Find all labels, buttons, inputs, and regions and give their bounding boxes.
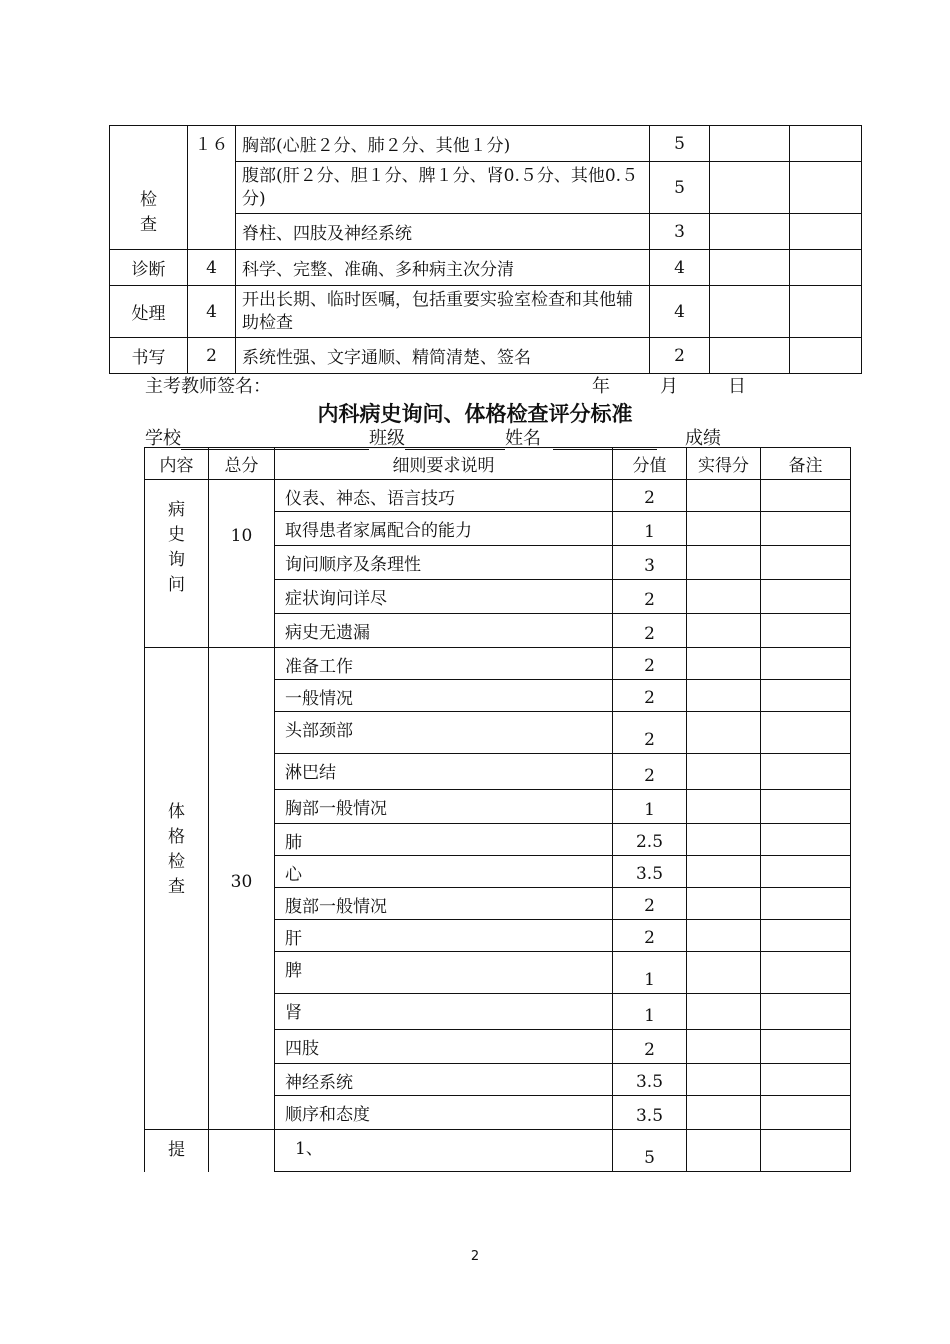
detail-cell (275, 952, 613, 994)
actual-score-cell (687, 546, 761, 580)
remark-cell (761, 824, 851, 856)
remark-cell (761, 920, 851, 952)
header-actual-score-label: 实得分 (698, 456, 749, 476)
remark-cell (761, 754, 851, 790)
category-label: 体格检查 (168, 802, 185, 897)
total-value: １６ (194, 135, 229, 155)
item-text: 开出长期、临时医嘱，包括重要实验室检查和其他辅助检查 (242, 289, 633, 333)
actual-score-cell (710, 250, 790, 286)
total-value: 4 (206, 257, 217, 278)
score-cell (650, 286, 710, 338)
score-cell (613, 856, 687, 888)
score-cell (650, 214, 710, 250)
detail-cell (275, 1030, 613, 1064)
score-value: 5 (644, 1148, 655, 1168)
table-header-row (145, 448, 851, 480)
item-cell (236, 338, 650, 374)
total-cell (188, 286, 236, 338)
detail-cell (275, 648, 613, 680)
detail-text: 肺 (285, 833, 302, 853)
score-cell (613, 790, 687, 824)
detail-text: 肾 (285, 1003, 302, 1023)
category-cell (145, 648, 209, 1130)
score-cell (613, 512, 687, 546)
score-cell (613, 952, 687, 994)
detail-cell (275, 994, 613, 1030)
score-value: 4 (674, 301, 685, 322)
remark-cell (761, 952, 851, 994)
category-cell (110, 338, 188, 374)
score-value: 2 (644, 928, 655, 948)
category-label: 提 (168, 1140, 185, 1161)
name-label: 姓名 (505, 428, 541, 449)
actual-score-cell (687, 754, 761, 790)
page-title: 内科病史询问、体格检查评分标准 (317, 402, 633, 426)
total-value: 2 (206, 345, 217, 366)
item-cell (236, 250, 650, 286)
total-cell (209, 1130, 275, 1172)
actual-score-cell (687, 648, 761, 680)
actual-score-cell (687, 1130, 761, 1172)
actual-score-cell (687, 994, 761, 1030)
detail-cell (275, 754, 613, 790)
score-value: 5 (674, 177, 685, 198)
header-score (613, 448, 687, 480)
score-value: 2 (644, 488, 655, 508)
score-cell (650, 250, 710, 286)
detail-text: 一般情况 (285, 689, 353, 709)
detail-cell (275, 712, 613, 754)
remark-cell (761, 790, 851, 824)
score-value: 2 (644, 1040, 655, 1060)
item-cell (236, 162, 650, 214)
detail-text: 淋巴结 (285, 763, 336, 783)
detail-text: 神经系统 (285, 1073, 353, 1093)
score-value: 1 (644, 800, 655, 820)
remark-cell (790, 126, 862, 162)
category-cell (110, 286, 188, 338)
score-cell (650, 126, 710, 162)
main-score-table (144, 447, 851, 1172)
actual-score-cell (710, 214, 790, 250)
category-label: 检查 (140, 189, 157, 235)
remark-cell (761, 1130, 851, 1172)
item-text: 腹部(肝２分、胆１分、脾１分、肾0.５分、其他0.５分) (242, 165, 639, 209)
actual-score-cell (687, 1064, 761, 1096)
remark-cell (761, 1064, 851, 1096)
actual-score-cell (687, 1030, 761, 1064)
actual-score-cell (687, 480, 761, 512)
score-cell (613, 1130, 687, 1172)
detail-text: 1、 (295, 1139, 323, 1159)
score-value: 3.5 (635, 1106, 664, 1126)
actual-score-cell (687, 580, 761, 614)
category-cell (145, 480, 209, 648)
remark-cell (790, 214, 862, 250)
detail-cell (275, 856, 613, 888)
score-cell (613, 1064, 687, 1096)
score-cell (613, 580, 687, 614)
actual-score-cell (687, 952, 761, 994)
header-detail (275, 448, 613, 480)
detail-cell (275, 546, 613, 580)
score-value: 2 (674, 345, 685, 366)
actual-score-cell (710, 162, 790, 214)
score-cell (613, 480, 687, 512)
total-cell (188, 250, 236, 286)
actual-score-cell (710, 338, 790, 374)
item-text: 系统性强、文字通顺、精简清楚、签名 (242, 348, 531, 368)
score-cell (613, 994, 687, 1030)
score-cell (613, 546, 687, 580)
actual-score-cell (687, 712, 761, 754)
detail-text: 头部颈部 (285, 721, 353, 741)
score-cell (613, 648, 687, 680)
item-cell (236, 126, 650, 162)
score-value: 2 (644, 656, 655, 676)
actual-score-cell (710, 286, 790, 338)
score-cell (650, 338, 710, 374)
score-value: 3.5 (635, 1072, 664, 1092)
detail-cell (275, 920, 613, 952)
actual-score-cell (687, 614, 761, 648)
header-content-label: 内容 (159, 456, 194, 476)
score-value: 2.5 (635, 832, 664, 852)
score-value: 1 (644, 1006, 655, 1026)
table-row (145, 648, 851, 680)
top-score-table (109, 125, 862, 374)
remark-cell (761, 512, 851, 546)
remark-cell (790, 250, 862, 286)
score-value: 1 (644, 970, 655, 990)
remark-cell (761, 888, 851, 920)
detail-cell (275, 1096, 613, 1130)
score-cell (613, 754, 687, 790)
detail-text: 症状询问详尽 (285, 589, 387, 609)
total-cell (188, 126, 236, 250)
score-value: 2 (644, 730, 655, 750)
remark-cell (761, 994, 851, 1030)
actual-score-cell (687, 680, 761, 712)
detail-cell (275, 824, 613, 856)
class-label: 班级 (369, 428, 405, 449)
remark-cell (790, 338, 862, 374)
school-label: 学校 (145, 428, 181, 449)
detail-text: 心 (285, 865, 302, 885)
category-label: 处理 (131, 304, 166, 324)
score-cell (613, 712, 687, 754)
score-cell (613, 920, 687, 952)
detail-text: 仪表、神态、语言技巧 (285, 489, 455, 509)
score-cell (613, 824, 687, 856)
score-value: 3.5 (635, 864, 664, 884)
detail-text: 准备工作 (285, 657, 353, 677)
grade-label: 成绩 (685, 428, 721, 449)
item-text: 科学、完整、准确、多种病主次分清 (242, 260, 514, 280)
header-score-label: 分值 (632, 456, 667, 476)
item-cell (236, 286, 650, 338)
header-remark-label: 备注 (788, 456, 823, 476)
header-detail-label: 细则要求说明 (392, 456, 495, 476)
remark-cell (761, 580, 851, 614)
detail-text: 病史无遗漏 (285, 623, 370, 643)
total-cell (209, 480, 275, 648)
detail-cell (275, 888, 613, 920)
table-row (145, 480, 851, 512)
remark-cell (761, 712, 851, 754)
score-value: 3 (644, 556, 655, 576)
score-value: 2 (644, 896, 655, 916)
score-value: 3 (674, 221, 685, 242)
score-value: 5 (674, 133, 685, 154)
header-content (145, 448, 209, 480)
actual-score-cell (687, 856, 761, 888)
actual-score-cell (687, 824, 761, 856)
score-value: 2 (644, 624, 655, 644)
total-value: 30 (230, 872, 253, 892)
item-text: 胸部(心脏２分、肺２分、其他１分) (242, 136, 511, 156)
detail-text: 肝 (285, 929, 302, 949)
remark-cell (761, 680, 851, 712)
score-cell (613, 888, 687, 920)
actual-score-cell (687, 920, 761, 952)
score-cell (613, 680, 687, 712)
remark-cell (761, 648, 851, 680)
examiner-signature-label: 主考教师签名： (145, 376, 271, 397)
score-value: 2 (644, 590, 655, 610)
category-label: 书写 (131, 348, 166, 368)
category-cell (110, 250, 188, 286)
score-value: 1 (644, 522, 655, 542)
detail-text: 腹部一般情况 (285, 897, 387, 917)
detail-cell (275, 512, 613, 546)
detail-text: 取得患者家属配合的能力 (285, 521, 472, 541)
detail-cell (275, 614, 613, 648)
actual-score-cell (710, 126, 790, 162)
remark-cell (761, 480, 851, 512)
detail-cell (275, 1130, 613, 1172)
remark-cell (761, 1030, 851, 1064)
total-cell (209, 648, 275, 1130)
detail-text: 询问顺序及条理性 (285, 555, 421, 575)
actual-score-cell (687, 790, 761, 824)
item-cell (236, 214, 650, 250)
actual-score-cell (687, 512, 761, 546)
detail-text: 脾 (285, 961, 302, 981)
detail-cell (275, 1064, 613, 1096)
remark-cell (761, 856, 851, 888)
detail-cell (275, 790, 613, 824)
remark-cell (790, 286, 862, 338)
category-cell (145, 1130, 209, 1172)
detail-cell (275, 680, 613, 712)
signature-year-label: 年 (592, 376, 610, 397)
category-label: 诊断 (131, 260, 166, 280)
detail-cell (275, 580, 613, 614)
detail-text: 胸部一般情况 (285, 799, 387, 819)
total-value: 10 (230, 526, 253, 546)
total-value: 4 (206, 301, 217, 322)
score-cell (613, 1096, 687, 1130)
signature-month-label: 月 (660, 376, 678, 397)
score-cell (650, 162, 710, 214)
score-value: 2 (644, 688, 655, 708)
total-cell (188, 338, 236, 374)
actual-score-cell (687, 888, 761, 920)
detail-cell (275, 480, 613, 512)
detail-text: 四肢 (285, 1039, 319, 1059)
score-value: 4 (674, 257, 685, 278)
remark-cell (790, 162, 862, 214)
category-label: 病史询问 (168, 500, 185, 595)
remark-cell (761, 546, 851, 580)
score-value: 2 (644, 766, 655, 786)
detail-text: 顺序和态度 (285, 1105, 370, 1125)
signature-day-label: 日 (728, 376, 746, 397)
header-total-label: 总分 (224, 456, 259, 476)
remark-cell (761, 1096, 851, 1130)
score-cell (613, 1030, 687, 1064)
remark-cell (761, 614, 851, 648)
page-number: 2 (470, 1249, 480, 1264)
score-cell (613, 614, 687, 648)
item-text: 脊柱、四肢及神经系统 (242, 224, 412, 244)
header-remark (761, 448, 851, 480)
header-actual-score (687, 448, 761, 480)
table-row (145, 1130, 851, 1172)
header-total (209, 448, 275, 480)
actual-score-cell (687, 1096, 761, 1130)
category-cell (110, 126, 188, 250)
